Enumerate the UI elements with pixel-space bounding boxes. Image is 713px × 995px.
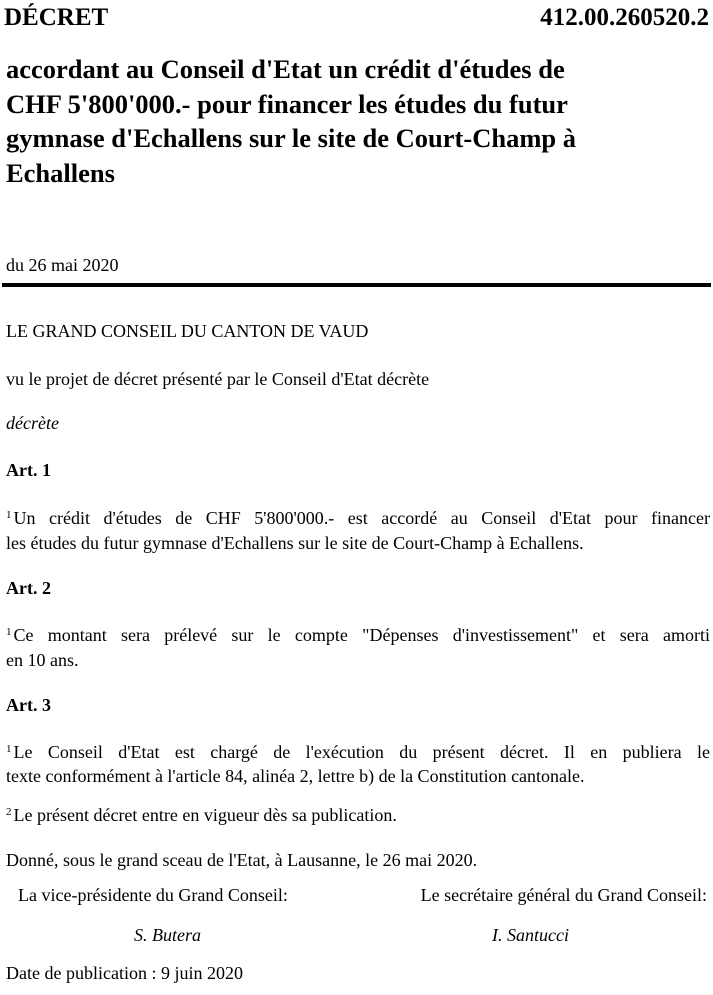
paragraph-line: texte conformément à l'article 84, alinéa 2, lettre b) de la Constitution cantonale. [6,766,585,786]
paragraph-number: 1 [6,509,12,521]
paragraph-line: $^1$ Le Conseil d'Etat est chargé de l'exécution du présent décret. Il en publiera le [6,742,710,762]
paragraph-line: $^2$ Le présent décret entre en vigueur dès sa publication. [6,805,397,825]
decree-title [6,52,706,190]
article-heading: Art. 2 [6,578,51,598]
paragraph-line: $^1$ Un crédit d'études de CHF 5'800'000.- est accordé au Conseil d'Etat pour financer [6,508,710,528]
closing-formula: Donné, sous le grand sceau de l'Etat, à Lausanne, le 26 mai 2020. [6,850,478,870]
paragraph-number: 2 [6,806,12,818]
signatory-name: S. Butera [134,925,201,945]
authority: LE GRAND CONSEIL DU CANTON DE VAUD [6,321,369,341]
preamble: vu le projet de décret présenté par le Conseil d'Etat décrète [6,369,430,389]
doc-number: 412.00.260520.2 [540,4,709,31]
title-line: Echallens [6,157,115,188]
title-line: gymnase d'Echallens sur le site de Court-Champ à [6,123,577,153]
paragraph-line: $^1$ Ce montant sera prélevé sur le compte "Dépenses d'investissement" et sera amorti [6,625,710,645]
paragraph-number: 1 [6,626,12,638]
horizontal-rule [2,283,711,287]
paragraph-line: en 10 ans. [6,650,79,670]
paragraph-line: les études du futur gymnase d'Echallens sur le site de Court-Champ à Echallens. [6,533,584,553]
title-line: accordant au Conseil d'Etat un crédit d'études de [6,54,565,84]
article-heading: Art. 3 [6,695,51,715]
signatory-name: I. Santucci [492,925,569,945]
signatory-role: La vice-présidente du Grand Conseil: [18,885,288,905]
signatory-role: Le secrétaire général du Grand Conseil: [420,885,707,905]
decree-date: du 26 mai 2020 [6,255,119,275]
doc-type-heading: DÉCRET [4,4,109,31]
article-heading: Art. 1 [6,460,51,480]
publication-date: Date de publication : 9 juin 2020 [6,963,243,983]
enacting-clause: décrète [6,413,59,433]
paragraph-number: 1 [6,743,12,755]
title-line: CHF 5'800'000.- pour financer les études du futur [6,88,568,119]
